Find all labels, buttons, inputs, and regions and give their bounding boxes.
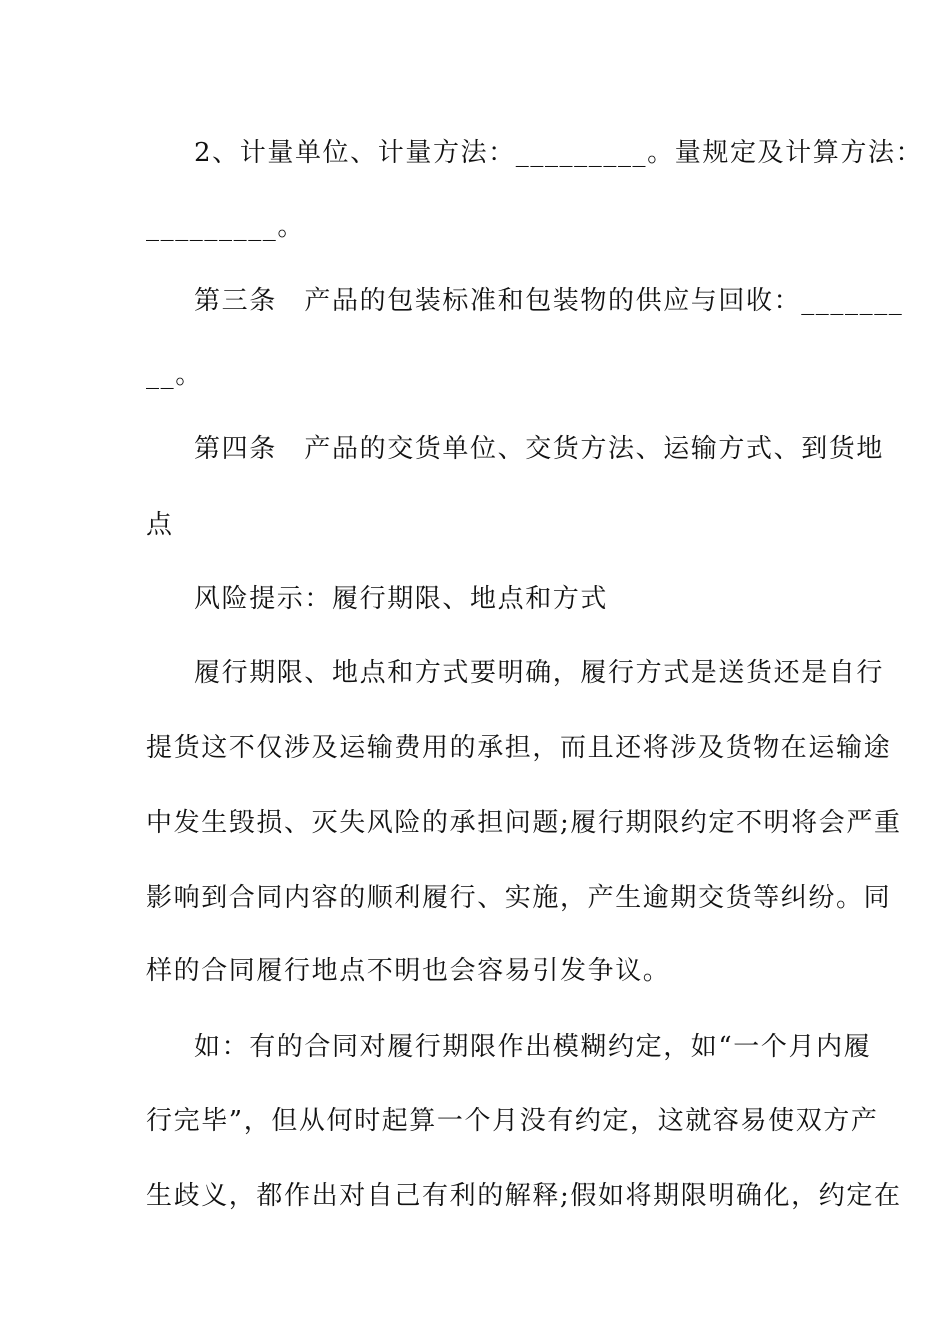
- paragraph-line: 履行期限、地点和方式要明确，履行方式是送货还是自行: [194, 658, 885, 688]
- clause-2-measurement-continuation: _________。: [146, 212, 305, 242]
- article-4-delivery-line: 第四条 产品的交货单位、交货方法、运输方式、到货地: [194, 434, 885, 464]
- article-4-delivery-continuation: 点: [146, 510, 174, 540]
- article-3-packaging-continuation: __。: [146, 360, 203, 390]
- paragraph-line: 影响到合同内容的顺利履行、实施，产生逾期交货等纠纷。同: [146, 883, 892, 913]
- example-paragraph-line: 如：有的合同对履行期限作出模糊约定，如“一个月内履: [194, 1032, 872, 1062]
- example-paragraph-line: 生歧义，都作出对自己有利的解释;假如将期限明确化，约定在: [146, 1181, 902, 1211]
- paragraph-line: 样的合同履行地点不明也会容易引发争议。: [146, 956, 671, 986]
- risk-tip-heading: 风险提示：履行期限、地点和方式: [194, 584, 609, 614]
- paragraph-line: 提货这不仅涉及运输费用的承担，而且还将涉及货物在运输途: [146, 733, 892, 763]
- clause-2-measurement-line: 2、计量单位、计量方法：_________。量规定及计算方法：: [194, 138, 924, 168]
- paragraph-line: 中发生毁损、灭失风险的承担问题;履行期限约定不明将会严重: [146, 808, 902, 838]
- article-3-packaging-line: 第三条 产品的包装标准和包装物的供应与回收：_______: [194, 286, 904, 316]
- example-paragraph-line: 行完毕”，但从何时起算一个月没有约定，这就容易使双方产: [146, 1106, 879, 1136]
